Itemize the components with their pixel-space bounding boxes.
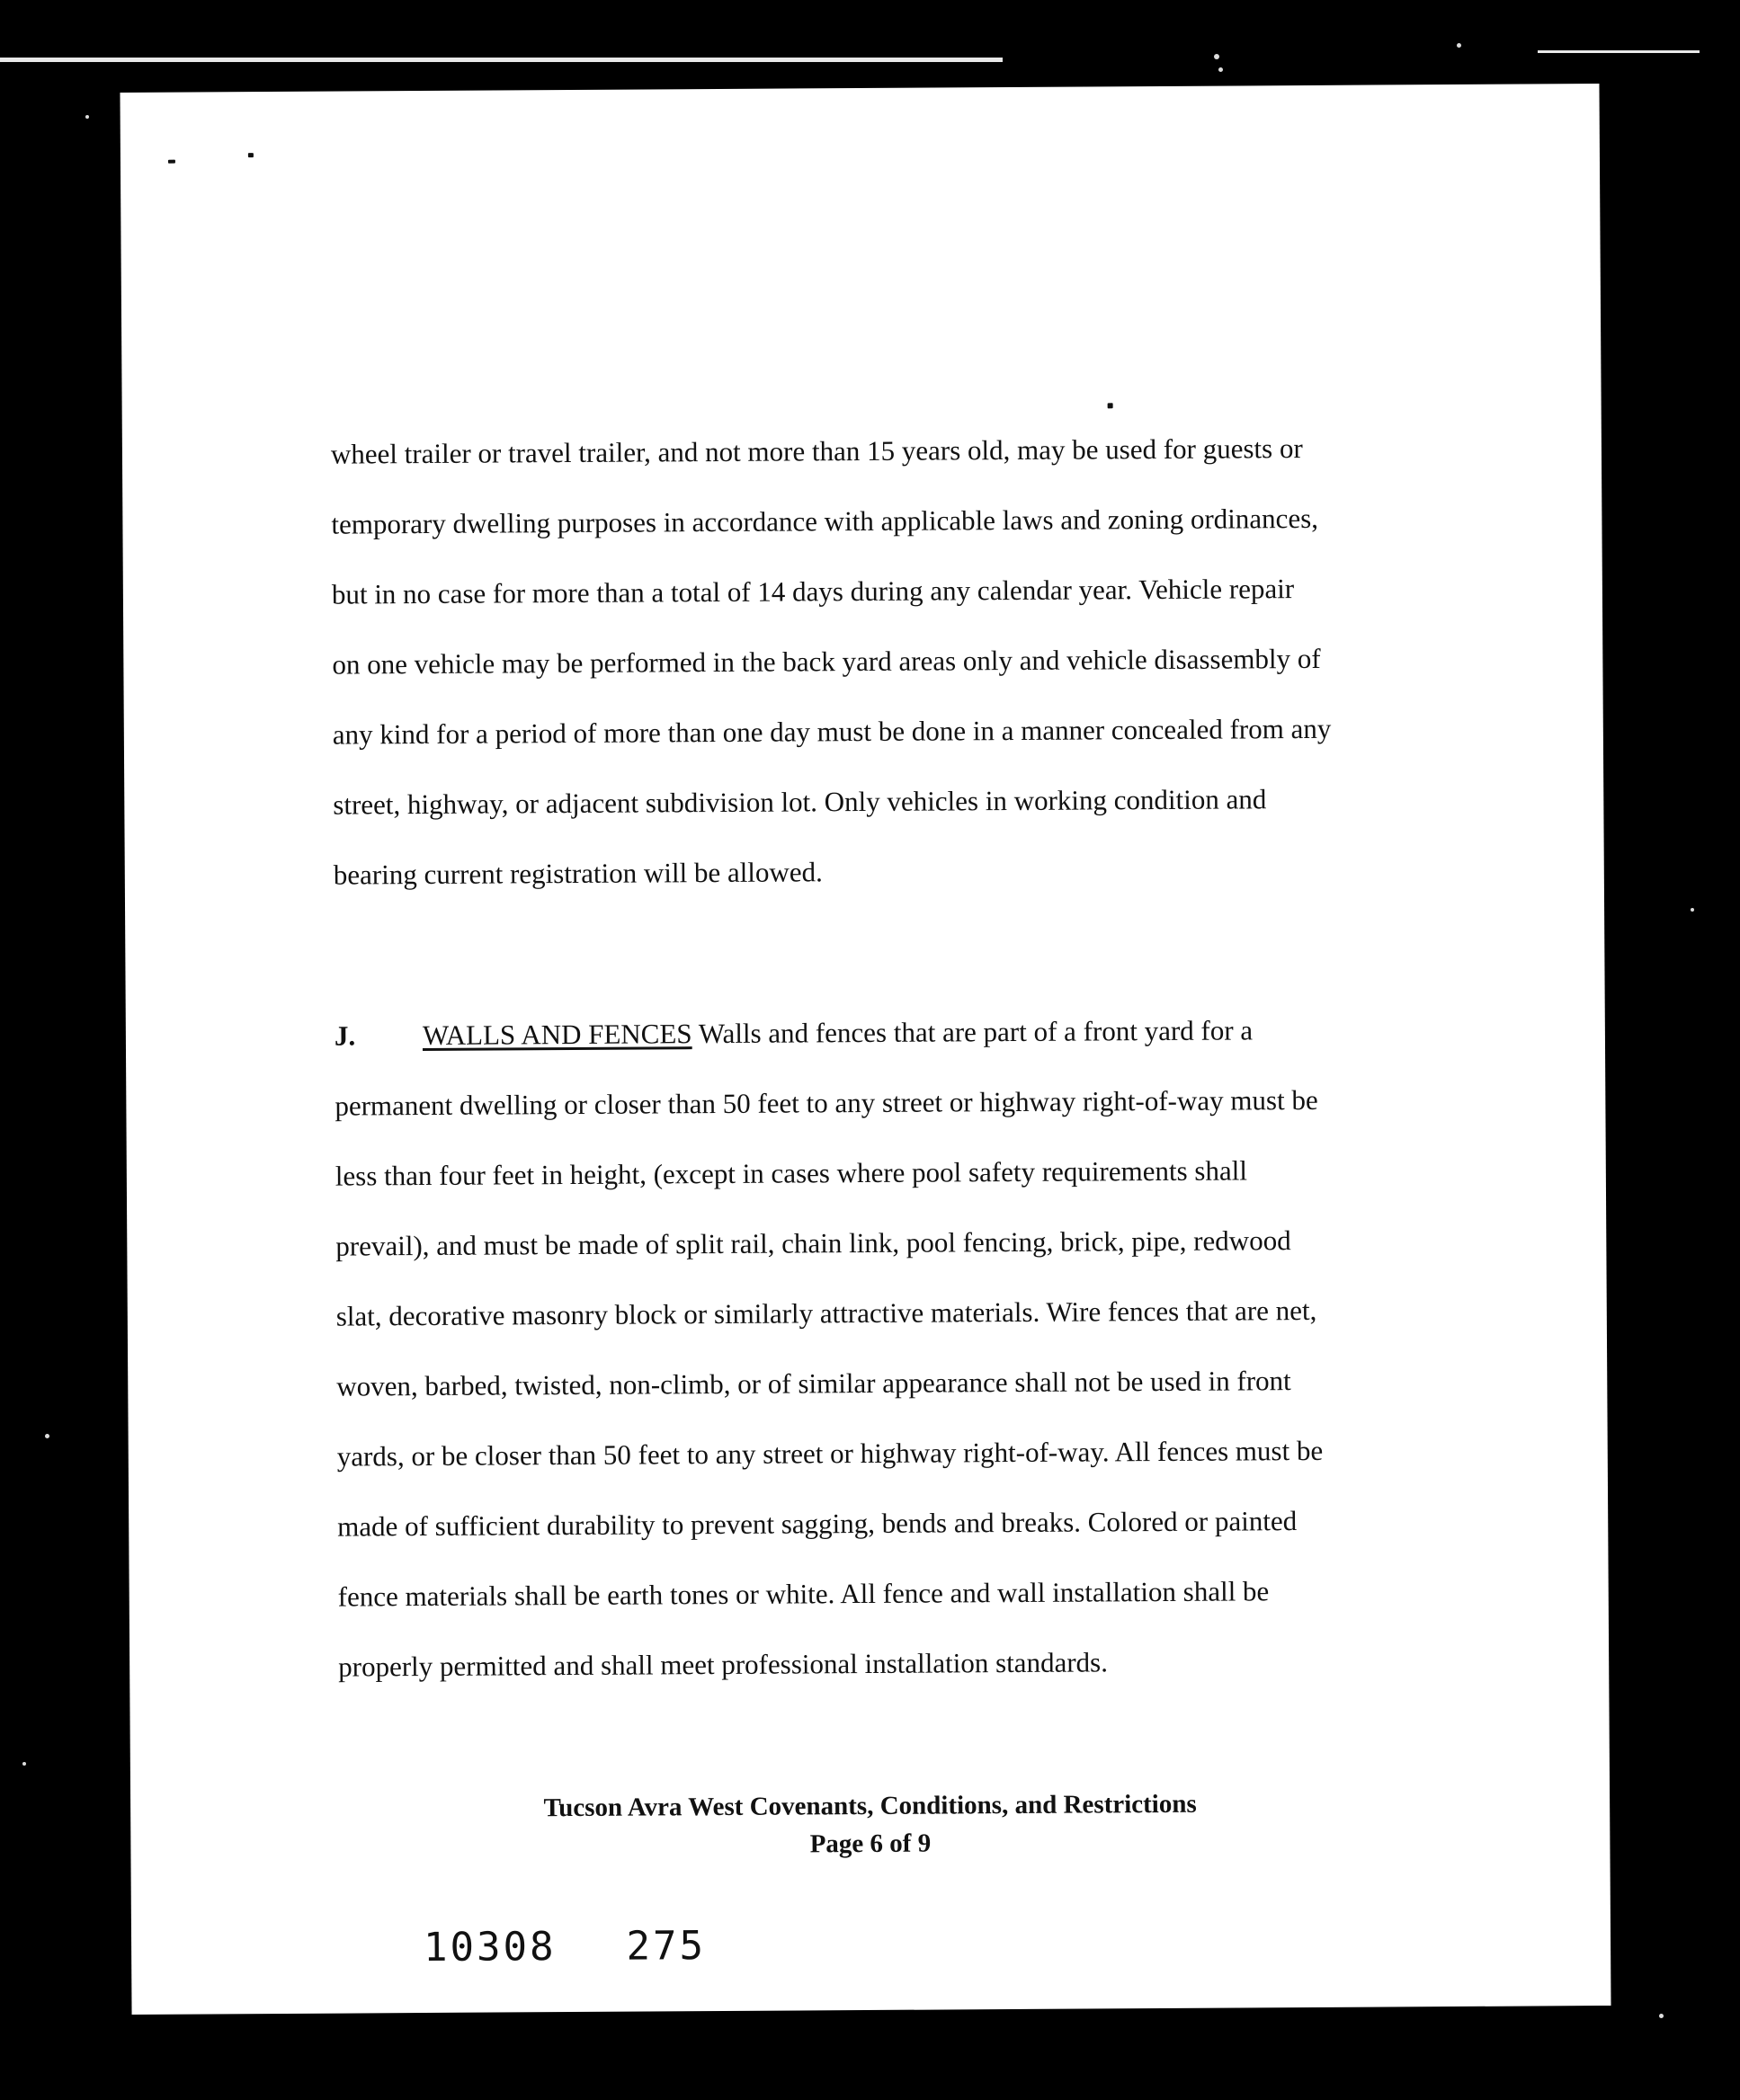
section-first-line xyxy=(335,995,1321,1072)
scan-speck xyxy=(1457,43,1461,48)
text-line: less than four feet in height, (except in cases where pool safety requirements shall xyxy=(335,1154,1247,1192)
scan-mark xyxy=(168,160,175,164)
footer-title: Tucson Avra West Covenants, Conditions, and Restrictions xyxy=(543,1789,1197,1823)
text-line: fence materials shall be earth tones or white. All fence and wall installation shall be xyxy=(337,1575,1270,1613)
scan-speck xyxy=(1659,2014,1664,2018)
text-line: properly permitted and shall meet professional installation standards. xyxy=(338,1646,1109,1683)
text-line: wheel trailer or travel trailer, and not more than 15 years old, may be used for guests or xyxy=(330,432,1303,470)
book-number: 10308 xyxy=(423,1924,557,1971)
scan-edge-line xyxy=(1538,50,1700,53)
scan-edge-line xyxy=(0,58,1003,62)
text-line: yards, or be closer than 50 feet to any street or highway right-of-way. All fences must be xyxy=(336,1434,1324,1473)
text-line: permanent dwelling or closer than 50 feet to any street or highway right-of-way must be xyxy=(335,1083,1318,1122)
section-letter: J. xyxy=(334,1019,356,1052)
scan-speck xyxy=(1691,908,1694,912)
document-page xyxy=(120,84,1611,2015)
text-line: temporary dwelling purposes in accordance with applicable laws and zoning ordinances, xyxy=(331,502,1319,540)
scan-speck xyxy=(1218,67,1223,72)
text-line: street, highway, or adjacent subdivision lot. Only vehicles in working condition and xyxy=(333,783,1267,821)
recording-page-number: 275 xyxy=(626,1923,707,1970)
text-line: any kind for a period of more than one day must be done in a manner concealed from any xyxy=(332,712,1332,751)
scan-speck xyxy=(22,1762,26,1766)
text-line: but in no case for more than a total of 14 days during any calendar year. Vehicle repair xyxy=(331,573,1295,610)
text-line: woven, barbed, twisted, non-climb, or of similar appearance shall not be used in front xyxy=(336,1365,1291,1402)
footer-page-label: Page 6 of 9 xyxy=(809,1829,932,1859)
text-line: prevail), and must be made of split rail, chain link, pool fencing, brick, pipe, redwood xyxy=(335,1224,1291,1262)
recording-stamp xyxy=(424,1923,706,1971)
section-walls-and-fences xyxy=(335,995,1325,1703)
text-line: on one vehicle may be performed in the back yard areas only and vehicle disassembly of xyxy=(332,642,1321,681)
scan-speck xyxy=(1214,54,1219,59)
section-first-line-text: Walls and fences that are part of a front yard for a xyxy=(692,1014,1254,1050)
scan-speck xyxy=(85,115,89,119)
paragraph-vehicles xyxy=(331,414,1333,911)
scan-mark xyxy=(1108,403,1113,408)
text-line: slat, decorative masonry block or similarly attractive materials. Wire fences that are net, xyxy=(335,1294,1317,1332)
section-heading: WALLS AND FENCES xyxy=(422,1018,692,1052)
scan-mark xyxy=(248,153,254,157)
scan-speck xyxy=(45,1434,49,1438)
page-footer xyxy=(130,1783,1610,1867)
text-line: made of sufficient durability to prevent sagging, bends and breaks. Colored or painted xyxy=(337,1505,1298,1543)
text-line: bearing current registration will be allowed. xyxy=(333,856,823,891)
